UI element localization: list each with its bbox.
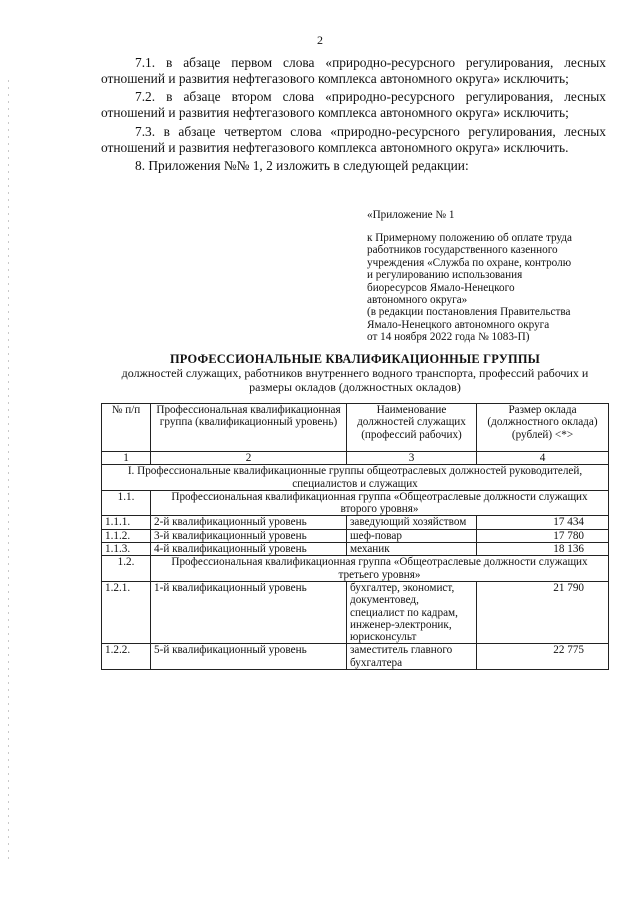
table-row <box>102 543 609 556</box>
paragraph-8: 8. Приложения №№ 1, 2 изложить в следующей редакции: <box>135 158 469 174</box>
heading-subtitle-line: должностей служащих, работников внутреннего водного транспорта, профессий рабочих и <box>121 366 589 380</box>
table-row <box>102 529 609 542</box>
heading-subtitle-line: размеры окладов (должностных окладов) <box>249 379 461 394</box>
column-number: 3 <box>347 452 477 465</box>
header-group: Профессиональная квалификационная группа (квалификационный уровень) <box>151 404 347 452</box>
column-number: 1 <box>102 452 151 465</box>
table-heading <box>100 352 610 394</box>
row-position: заместитель главного бухгалтера <box>347 644 477 670</box>
group-row <box>102 556 609 582</box>
appendix-line: учреждения «Служба по охране, контролю <box>367 256 572 269</box>
table-row <box>102 644 609 670</box>
row-level: 2-й квалификационный уровень <box>151 516 347 529</box>
row-number: 1.1.2. <box>102 529 151 542</box>
column-number: 4 <box>477 452 609 465</box>
header-position: Наименование должностей служащих (профессий рабочих) <box>347 404 477 452</box>
row-position: бухгалтер, экономист, документовед, специалист по кадрам, инженер-электроник, юрисконсульт <box>347 581 477 643</box>
row-position: заведующий хозяйством <box>347 516 477 529</box>
appendix-reference <box>367 232 615 344</box>
group-number: 1.2. <box>102 556 151 582</box>
appendix-line: работников государственного казенного <box>367 244 558 257</box>
table-header-row <box>102 404 609 452</box>
row-salary: 17 434 <box>477 516 609 529</box>
paragraph-7-3: 7.3. в абзаце четвертом слова «природно-ресурсного регулирования, лесных отношений и развития нефтегазового комплекса автономного округа» исключить. <box>101 123 606 155</box>
row-level: 1-й квалификационный уровень <box>151 581 347 643</box>
appendix-line: (в редакции постановления Правительства <box>367 306 571 319</box>
column-number: 2 <box>151 452 347 465</box>
appendix-line: от 14 ноября 2022 года № 1083-П) <box>367 331 530 344</box>
amendment-paragraphs <box>101 55 606 177</box>
row-salary: 18 136 <box>477 543 609 556</box>
appendix-title: «Приложение № 1 <box>367 209 455 221</box>
appendix-line: биоресурсов Ямало-Ненецкого <box>367 281 515 294</box>
row-salary: 17 780 <box>477 529 609 542</box>
group-title: Профессиональная квалификационная группа «Общеотраслевые должности служащих второго уровня» <box>151 490 609 516</box>
appendix-line: и регулированию использования <box>367 269 523 282</box>
row-position: механик <box>347 543 477 556</box>
paragraph-7-1: 7.1. в абзаце первом слова «природно-ресурсного регулирования, лесных отношений и развития нефтегазового комплекса автономного округа» исключить; <box>101 55 606 86</box>
row-level: 4-й квалификационный уровень <box>151 543 347 556</box>
appendix-line: автономного округа» <box>367 294 468 307</box>
paragraph-7-2: 7.2. в абзаце втором слова «природно-ресурсного регулирования, лесных отношений и развития нефтегазового комплекса автономного округа» исключить; <box>101 89 606 121</box>
row-salary: 22 775 <box>477 644 609 670</box>
table-row <box>102 581 609 643</box>
page-number: 2 <box>317 33 323 47</box>
heading-title: ПРОФЕССИОНАЛЬНЫЕ КВАЛИФИКАЦИОННЫЕ ГРУППЫ <box>169 352 541 366</box>
group-number: 1.1. <box>102 490 151 516</box>
section-title: I. Профессиональные квалификационные группы общеотраслевых должностей руководителей, специалистов и служащих <box>102 465 609 491</box>
group-title: Профессиональная квалификационная группа «Общеотраслевые должности служащих третьего уровня» <box>151 556 609 582</box>
scan-edge-divider <box>8 80 9 860</box>
appendix-line: Ямало-Ненецкого автономного округа <box>367 318 550 331</box>
header-num: № п/п <box>102 404 151 452</box>
section-row <box>102 465 609 491</box>
row-number: 1.1.3. <box>102 543 151 556</box>
row-level: 5-й квалификационный уровень <box>151 644 347 670</box>
appendix-line: к Примерному положению об оплате труда <box>367 232 572 244</box>
row-position: шеф-повар <box>347 529 477 542</box>
row-number: 1.2.2. <box>102 644 151 670</box>
row-number: 1.1.1. <box>102 516 151 529</box>
group-row <box>102 490 609 516</box>
row-number: 1.2.1. <box>102 581 151 643</box>
row-salary: 21 790 <box>477 581 609 643</box>
table-row <box>102 516 609 529</box>
qualification-groups-table <box>101 403 609 670</box>
column-numbers-row <box>102 452 609 465</box>
header-salary: Размер оклада (должностного оклада) (рублей) <*> <box>477 404 609 452</box>
row-level: 3-й квалификационный уровень <box>151 529 347 542</box>
